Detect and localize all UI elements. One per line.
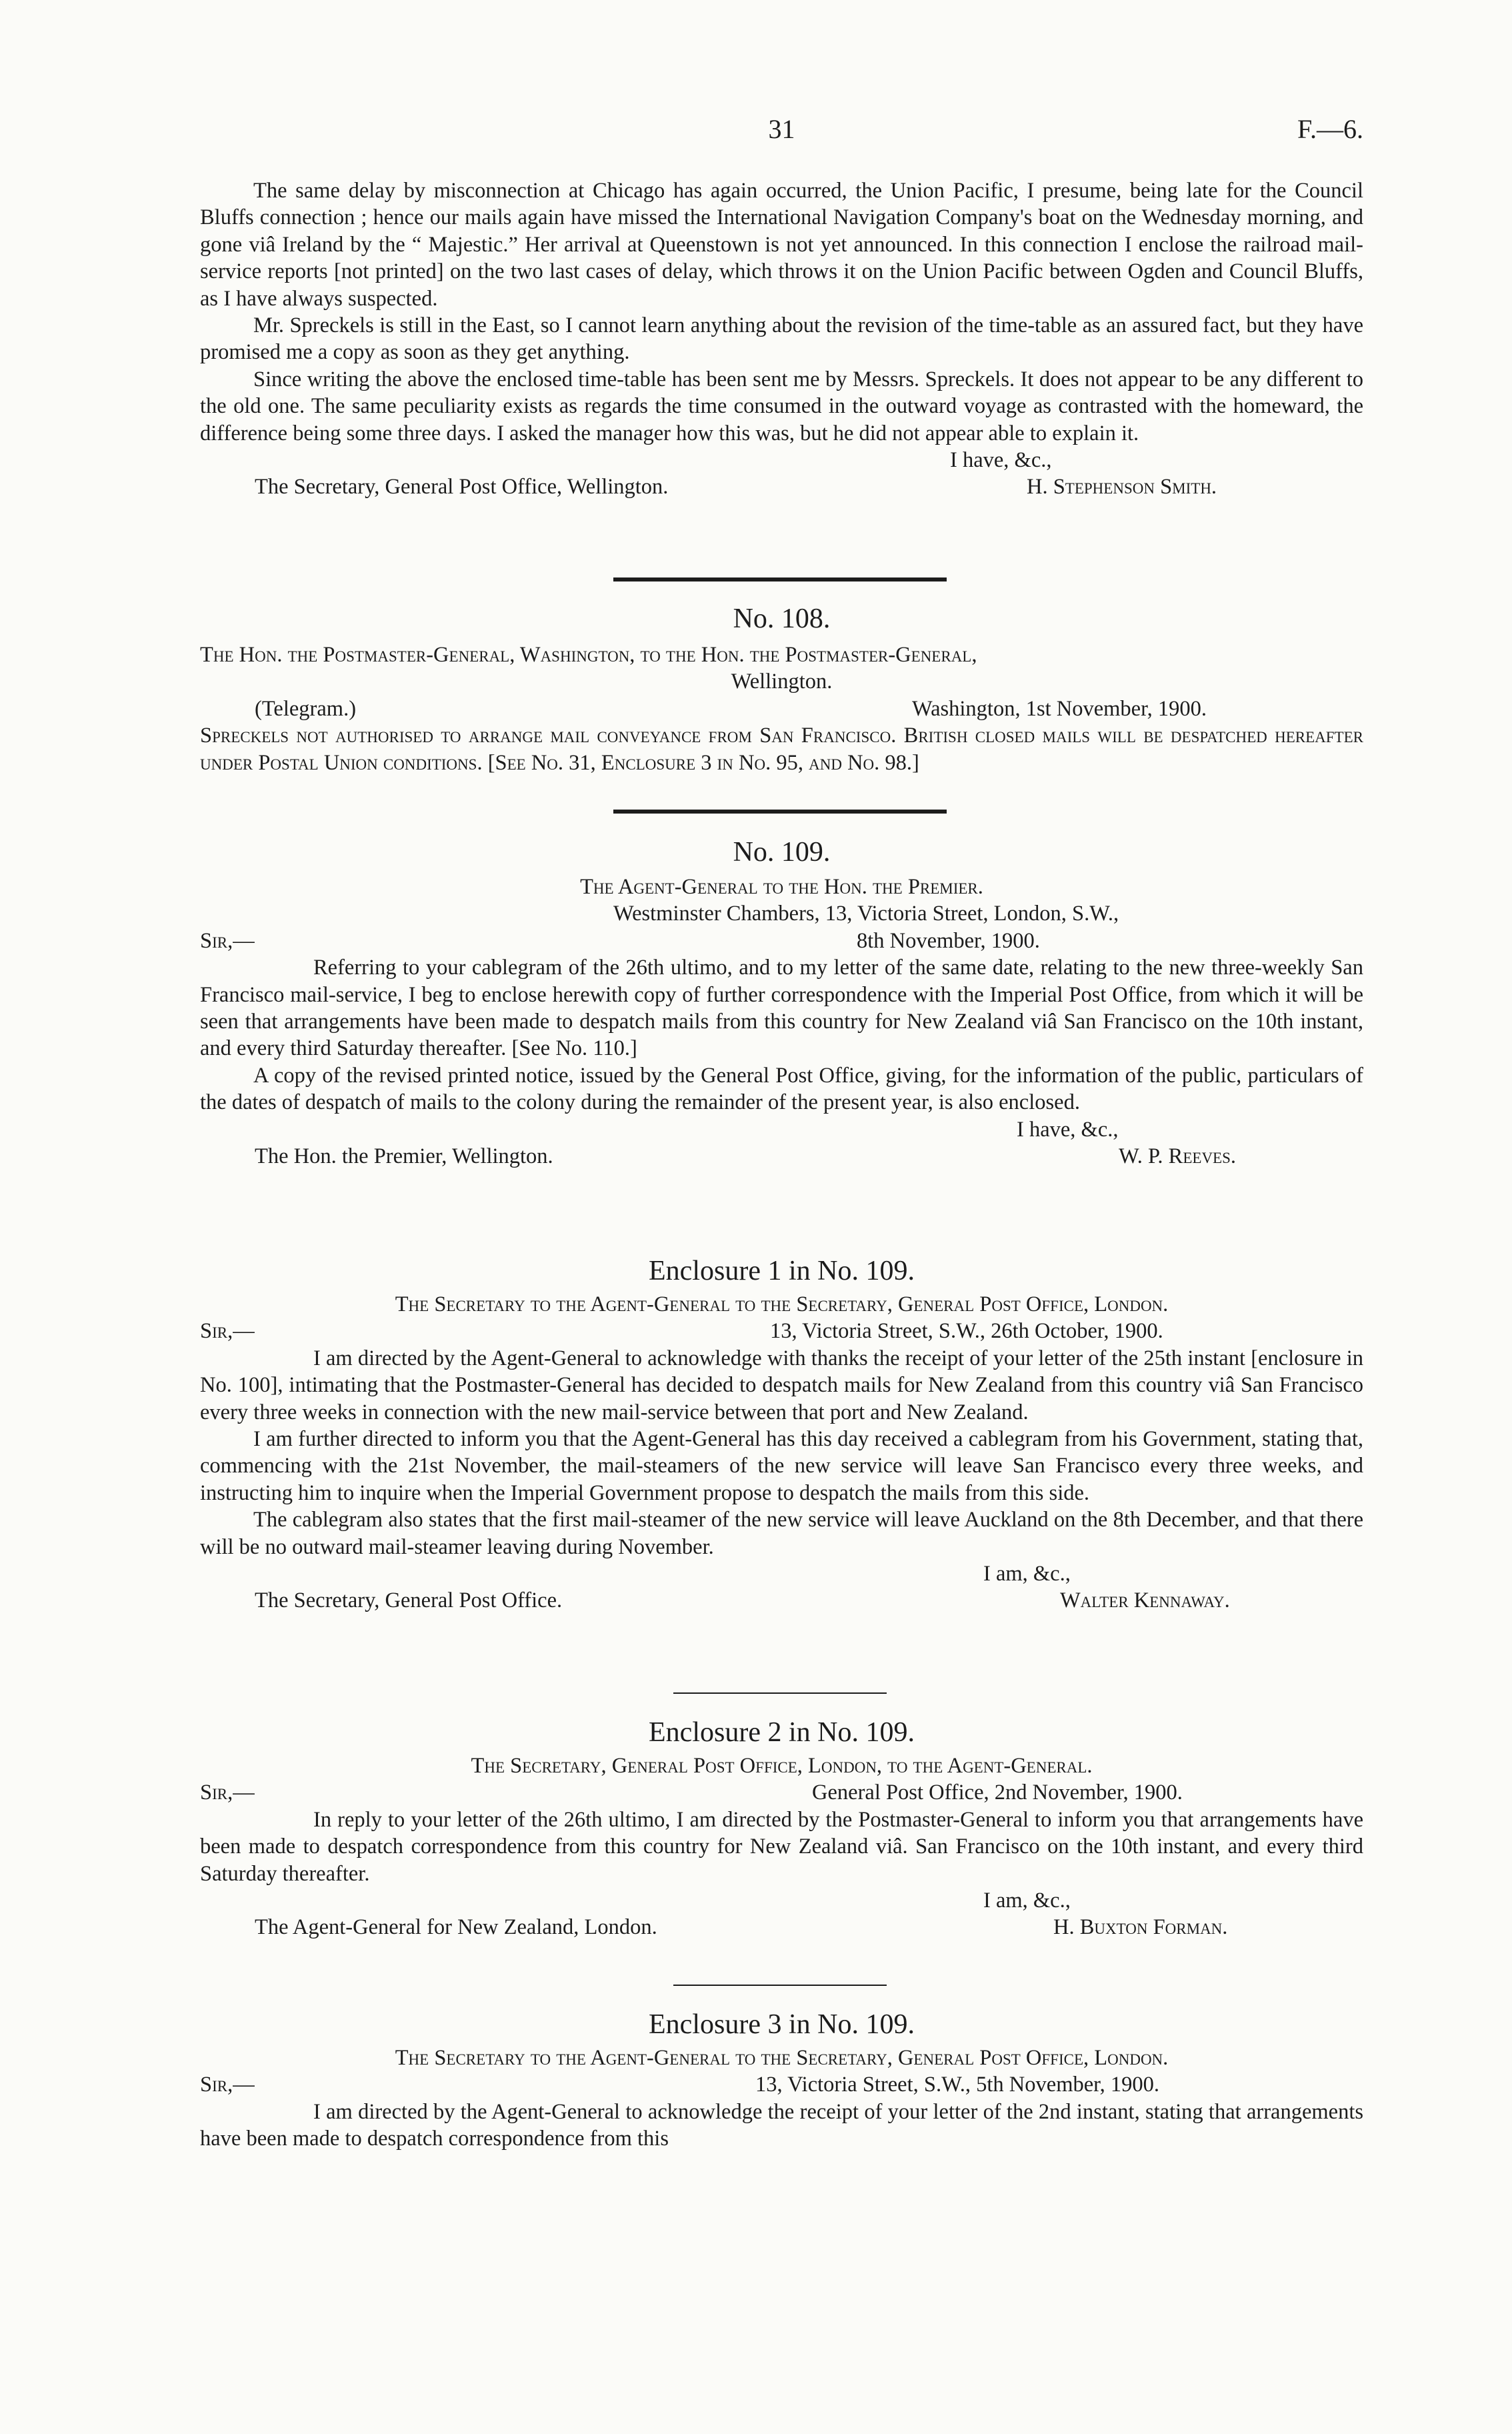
paragraph: The same delay by misconnection at Chicago has again occurred, the Union Pacific, I presume, being late for the Council Bluffs connection ; hence our mails again have missed the International Navigation Company's boat on the Wednesday morning, and gone viâ Ireland by the “ Majestic.” Her arrival at Queenstown is not yet announced. In this connection I enclose the railroad mail-service reports [not printed] on the two last cases of delay, which throws it on the Union Pacific between Ogden and Council Bluffs, as I have always suspected.	[200, 179, 1363, 311]
closing-row	[200, 1887, 1363, 1914]
section-divider	[613, 810, 947, 814]
enclosure-2	[200, 1715, 1363, 1941]
enclosure-title: Enclosure 1 in No. 109.	[649, 1256, 915, 1286]
closing: I have, &c.,	[950, 448, 1052, 473]
from-to: The Secretary to the Agent-General to the Secretary, General Post Office, London.	[395, 1292, 1169, 1316]
closing-row	[200, 1116, 1363, 1143]
from-to: The Hon. the Postmaster-General, Washington, to the Hon. the Postmaster-General,	[200, 643, 977, 667]
enclosure-3	[200, 2007, 1363, 2153]
page-number: 31	[768, 114, 795, 144]
section-no-108	[200, 601, 1363, 776]
enclosure-title: Enclosure 3 in No. 109.	[649, 2009, 915, 2040]
telegram-row	[200, 696, 1363, 722]
section-no-109	[200, 835, 1363, 1170]
addressee: The Hon. the Premier, Wellington.	[255, 1144, 553, 1169]
paragraph: The cablegram also states that the first mail-steamer of the new service will leave Auckland on the 8th December, and that there will be no outward mail-steamer leaving during November.	[200, 1508, 1363, 1559]
section-title: No. 109.	[733, 837, 831, 868]
closing-row	[200, 1560, 1363, 1587]
from-to-cont: Wellington.	[731, 670, 833, 694]
address-date: General Post Office, 2nd November, 1900.	[812, 1780, 1183, 1805]
salutation-row	[200, 2071, 1363, 2098]
paragraph: I am further directed to inform you that the Agent-General has this day received a cablegram from his Government, stating that, commencing with the 21st November, the mail-steamers of the new service will leave San Francisco every three weeks, and instructing him to inquire when the Imperial Government propose to despatch the mails from this side.	[200, 1427, 1363, 1505]
from-to-row	[200, 642, 1363, 668]
from-to: The Agent-General to the Hon. the Premier.	[580, 875, 983, 899]
address-date: 13, Victoria Street, S.W., 26th October, 1900.	[770, 1319, 1163, 1344]
place-date: Washington, 1st November, 1900.	[912, 696, 1207, 721]
enclosure-title: Enclosure 2 in No. 109.	[649, 1717, 915, 1748]
signature-row	[200, 473, 1363, 500]
section-divider	[673, 1692, 887, 1694]
page-reference: F.—6.	[1297, 114, 1363, 144]
paragraph: In reply to your letter of the 26th ultimo, I am directed by the Postmaster-General to inform you that arrangements have been made to despatch correspondence from this country for New Zealand viâ. San Francisco on the 10th instant, and every third Saturday thereafter.	[200, 1807, 1363, 1886]
closing: I am, &c.,	[983, 1889, 1071, 1913]
paragraph: A copy of the revised printed notice, issued by the General Post Office, giving, for the information of the public, particulars of the dates of despatch of mails to the colony during the remainder of the present year, is also enclosed.	[200, 1063, 1363, 1115]
closing: I am, &c.,	[983, 1562, 1071, 1586]
paragraph: I am directed by the Agent-General to acknowledge the receipt of your letter of the 2nd instant, stating that arrangements have been made to despatch correspondence from this	[200, 2099, 1363, 2151]
closing: I have, &c.,	[1017, 1117, 1119, 1142]
paragraph: Since writing the above the enclosed time-table has been sent me by Messrs. Spreckels. It does not appear to be any different to the old one. The same peculiarity exists as regards the time consumed in the outward voyage as contrasted with the homeward, the difference being some three days. I asked the manager how this was, but he did not appear able to explain it.	[200, 367, 1363, 445]
signature-row	[200, 1914, 1363, 1941]
section-title: No. 108.	[733, 603, 831, 634]
closing-row	[200, 447, 1363, 473]
page-header	[200, 113, 1363, 153]
date: 8th November, 1900.	[857, 928, 1040, 953]
addressee: The Agent-General for New Zealand, London.	[255, 1915, 657, 1940]
signature: H. Stephenson Smith.	[1027, 475, 1217, 499]
section-divider	[613, 577, 947, 581]
intro-letter	[200, 177, 1363, 501]
salutation: Sir,—	[200, 1319, 255, 1344]
signature-row	[200, 1587, 1363, 1614]
section-divider	[673, 1985, 887, 1986]
salutation-row	[200, 928, 1363, 954]
addressee: The Secretary, General Post Office.	[255, 1588, 563, 1613]
from-to: The Secretary, General Post Office, London, to the Agent-General.	[471, 1754, 1093, 1778]
from-to: The Secretary to the Agent-General to the Secretary, General Post Office, London.	[395, 2046, 1169, 2070]
telegram-label: (Telegram.)	[255, 696, 357, 721]
address-date: 13, Victoria Street, S.W., 5th November, 1900.	[755, 2073, 1160, 2097]
signature-row	[200, 1143, 1363, 1170]
salutation-row	[200, 1779, 1363, 1806]
signature: H. Buxton Forman.	[1053, 1915, 1228, 1940]
salutation: Sir,—	[200, 1780, 255, 1805]
paragraph: Referring to your cablegram of the 26th ultimo, and to my letter of the same date, relating to the new three-weekly San Francisco mail-service, I beg to enclose herewith copy of further correspondence with the Imperial Post Office, from which it will be seen that arrangements have been made to despatch mails from this country for New Zealand viâ San Francisco on the 10th instant, and every third Saturday thereafter. [See No. 110.]	[200, 956, 1363, 1061]
address: Westminster Chambers, 13, Victoria Street, London, S.W.,	[613, 902, 1119, 926]
paragraph: I am directed by the Agent-General to acknowledge with thanks the receipt of your letter of the 25th instant [enclosure in No. 100], intimating that the Postmaster-General has decided to despatch mails for New Zealand from this country viâ San Francisco every three weeks in connection with the new mail-service between that port and New Zealand.	[200, 1346, 1363, 1424]
paragraph: Mr. Spreckels is still in the East, so I cannot learn anything about the revision of the time-table as an assured fact, but they have promised me a copy as soon as they get anything.	[200, 313, 1363, 365]
salutation-row	[200, 1318, 1363, 1344]
signature: Walter Kennaway.	[1060, 1588, 1230, 1613]
salutation: Sir,—	[200, 928, 255, 953]
enclosure-1	[200, 1254, 1363, 1614]
salutation: Sir,—	[200, 2073, 255, 2097]
signature: W. P. Reeves.	[1119, 1144, 1237, 1169]
addressee: The Secretary, General Post Office, Wellington.	[255, 475, 669, 499]
address-row	[200, 900, 1363, 927]
paragraph: Spreckels not authorised to arrange mail conveyance from San Francisco. British closed mails will be despatched hereafter under Postal Union conditions. [See No. 31, Enclosure 3 in No. 95, and No. 98.]	[200, 724, 1363, 775]
